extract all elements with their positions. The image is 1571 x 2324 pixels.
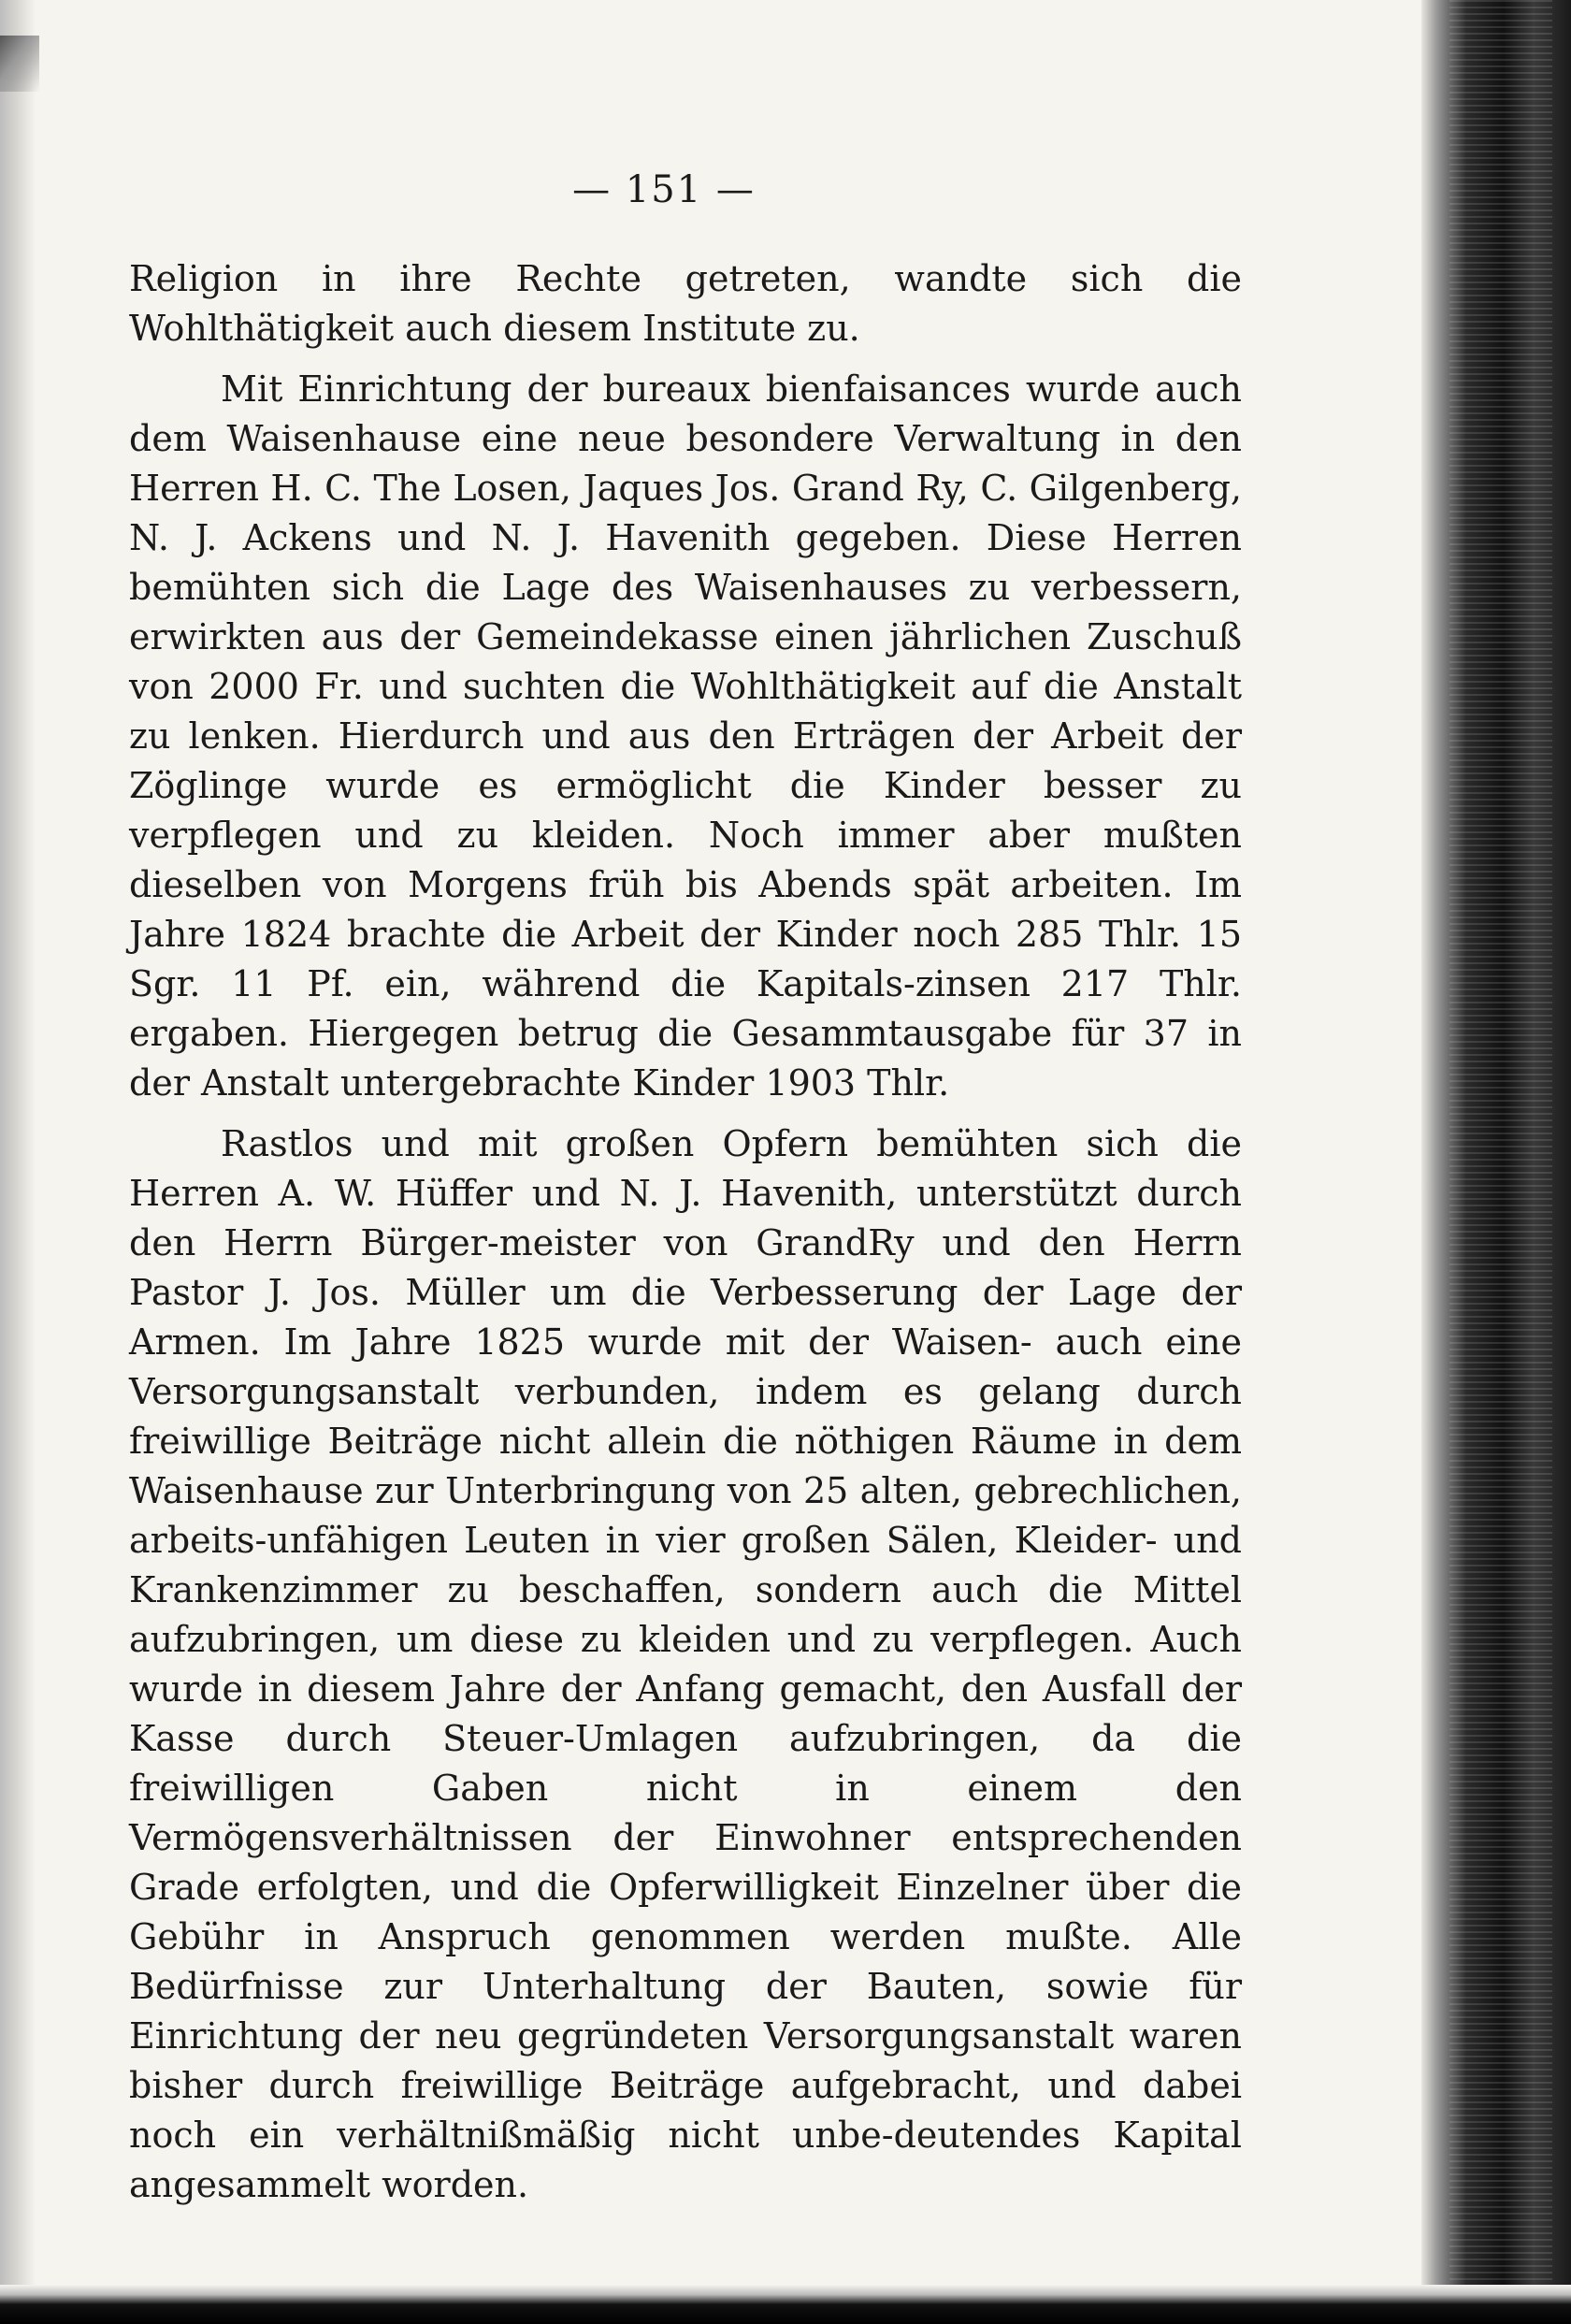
paragraph-gap: [129, 1108, 1242, 1119]
paragraph-continued: Religion in ihre Rechte getreten, wandte sich die Wohlthätigkeit auch diesem Institute zu.: [129, 258, 1242, 349]
paragraph-rastlos: Rastlos und mit großen Opfern bemühten sich die Herren A. W. Hüffer und N. J. Havenith, unterstützt durch den Herrn Bürger-meister von GrandRy und den Herrn Pastor J. Jos. Müller um die Verbesserung der Lage der Armen. Im Jahre 1825 wurde mit der Waisen- auch eine Versorgungsanstalt verbunden, indem es gelang durch freiwillige Beiträge nicht allein die nöthigen Räume in dem Waisenhause zur Unterbringung von 25 alten, gebrechlichen, arbeits-unfähigen Leuten in vier großen Sälen, Kleider- und Krankenzimmer zu beschaffen, sondern auch die Mittel aufzubringen, um diese zu kleiden und zu verpflegen. Auch wurde in diesem Jahre der Anfang gemacht, den Ausfall der Kasse durch Steuer-Umlagen aufzubringen, da die freiwilligen Gaben nicht in einem den Vermögensverhältnissen der Einwohner entsprechenden Grade erfolgten, und die Opferwilligkeit Einzelner über die Gebühr in Anspruch genommen werden mußte. Alle Bedürfnisse zur Unterhaltung der Bauten, sowie für Einrichtung der neu gegründeten Versorgungsanstalt waren bisher durch freiwillige Beiträge aufgebracht, und dabei noch ein verhältnißmäßig nicht unbe-deutendes Kapital angesammelt worden.: [129, 1123, 1242, 2205]
paragraph-gap: [129, 354, 1242, 365]
scan-left-edge: [0, 0, 36, 2324]
body-text: [129, 254, 1242, 2210]
book-binding-shadow: [1421, 0, 1571, 2324]
page-number: — 151 —: [572, 168, 756, 211]
paragraph-bureaux: Mit Einrichtung der bureaux bienfaisances wurde auch dem Waisenhause eine neue besondere Verwaltung in den Herren H. C. The Losen, Jaques Jos. Grand Ry, C. Gilgenberg, N. J. Ackens und N. J. Havenith gegeben. Diese Herren bemühten sich die Lage des Waisenhauses zu verbessern, erwirkten aus der Gemeindekasse einen jährlichen Zuschuß von 2000 Fr. und suchten die Wohlthätigkeit auf die Anstalt zu lenken. Hierdurch und aus den Erträgen der Arbeit der Zöglinge wurde es ermöglicht die Kinder besser zu verpflegen und zu kleiden. Noch immer aber mußten dieselben von Morgens früh bis Abends spät arbeiten. Im Jahre 1824 brachte die Arbeit der Kinder noch 285 Thlr. 15 Sgr. 11 Pf. ein, während die Kapitals-zinsen 217 Thlr. ergaben. Hiergegen betrug die Gesammtausgabe für 37 in der Anstalt untergebrachte Kinder 1903 Thlr.: [129, 368, 1242, 1104]
scan-corner-mark: [0, 36, 39, 92]
scan-bottom-edge: [0, 2285, 1571, 2324]
